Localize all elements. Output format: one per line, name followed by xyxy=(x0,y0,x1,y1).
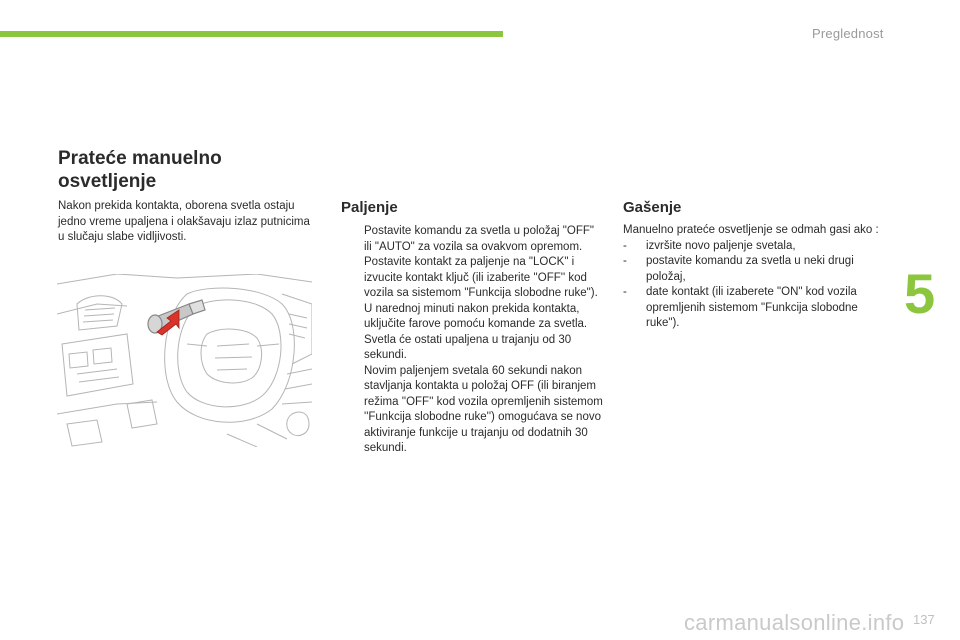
page-title: Prateće manuelno osvetljenje xyxy=(58,148,222,192)
list-item xyxy=(341,302,603,333)
list-item-text: Svetla će ostati upaljena u trajanju od 30 sekundi. xyxy=(364,333,572,361)
list-item xyxy=(341,224,603,255)
list-item-text: izvršite novo paljenje svetala, xyxy=(646,239,796,252)
list-item-text: Postavite kontakt za paljenje na "LOCK" i izvucite kontakt ključ (ili izaberite ''OFF'' kod vozila sa sistemom "Funkcija slobodne ruke"). xyxy=(364,256,598,299)
intro-paragraph: Nakon prekida kontakta, oborena svetla ostaju jedno vreme upaljena i olakšavaju izlaz putnicima u slučaju slabe vidljivosti. xyxy=(58,200,310,243)
list-item-text: U narednoj minuti nakon prekida kontakta, uključite farove pomoću komande za svetla. xyxy=(364,302,588,330)
paljenje-list xyxy=(341,224,603,457)
list-item-text: Postavite komandu za svetla u položaj "OFF" ili "AUTO" za vozila sa ovakvom opremom. xyxy=(364,225,594,253)
steering-lights-stalk-icon xyxy=(57,274,312,447)
list-item xyxy=(623,285,885,332)
list-item-text: date kontakt (ili izaberete "ON" kod vozila opremljenih sistemom "Funkcija slobodne ruke"). xyxy=(646,286,858,329)
dash-bullet: - xyxy=(623,286,627,298)
list-item xyxy=(623,239,885,255)
list-item xyxy=(623,254,885,285)
dash-bullet: - xyxy=(623,239,627,252)
list-item xyxy=(341,255,603,302)
section-header-title: Preglednost xyxy=(812,26,884,41)
list-item xyxy=(341,364,603,457)
list-item-text: postavite komandu za svetla u neki drugi položaj, xyxy=(646,255,854,283)
gasenje-intro: Manuelno prateće osvetljenje se odmah gasi ako : xyxy=(623,224,879,236)
page-number: 137 xyxy=(913,612,935,627)
list-item-continuation xyxy=(341,333,603,364)
dash-bullet: - xyxy=(623,255,627,267)
chapter-number: 5 xyxy=(904,262,936,325)
gasenje-heading: Gašenje xyxy=(623,199,682,216)
gasenje-body xyxy=(623,223,885,332)
list-item-text: Novim paljenjem svetala 60 sekundi nakon stavljanja kontakta u položaj OFF (ili biranjem režima ''OFF'' kod vozila opremljenih sistemom ''Funkcija slobodne ruke'') omogućava se novo aktiviranje funkcije u trajanju od dodatnih 30 sekundi. xyxy=(364,364,603,454)
watermark-text: carmanualsonline.info xyxy=(684,610,905,635)
header-accent-bar xyxy=(0,31,503,37)
paljenje-heading: Paljenje xyxy=(341,199,398,216)
